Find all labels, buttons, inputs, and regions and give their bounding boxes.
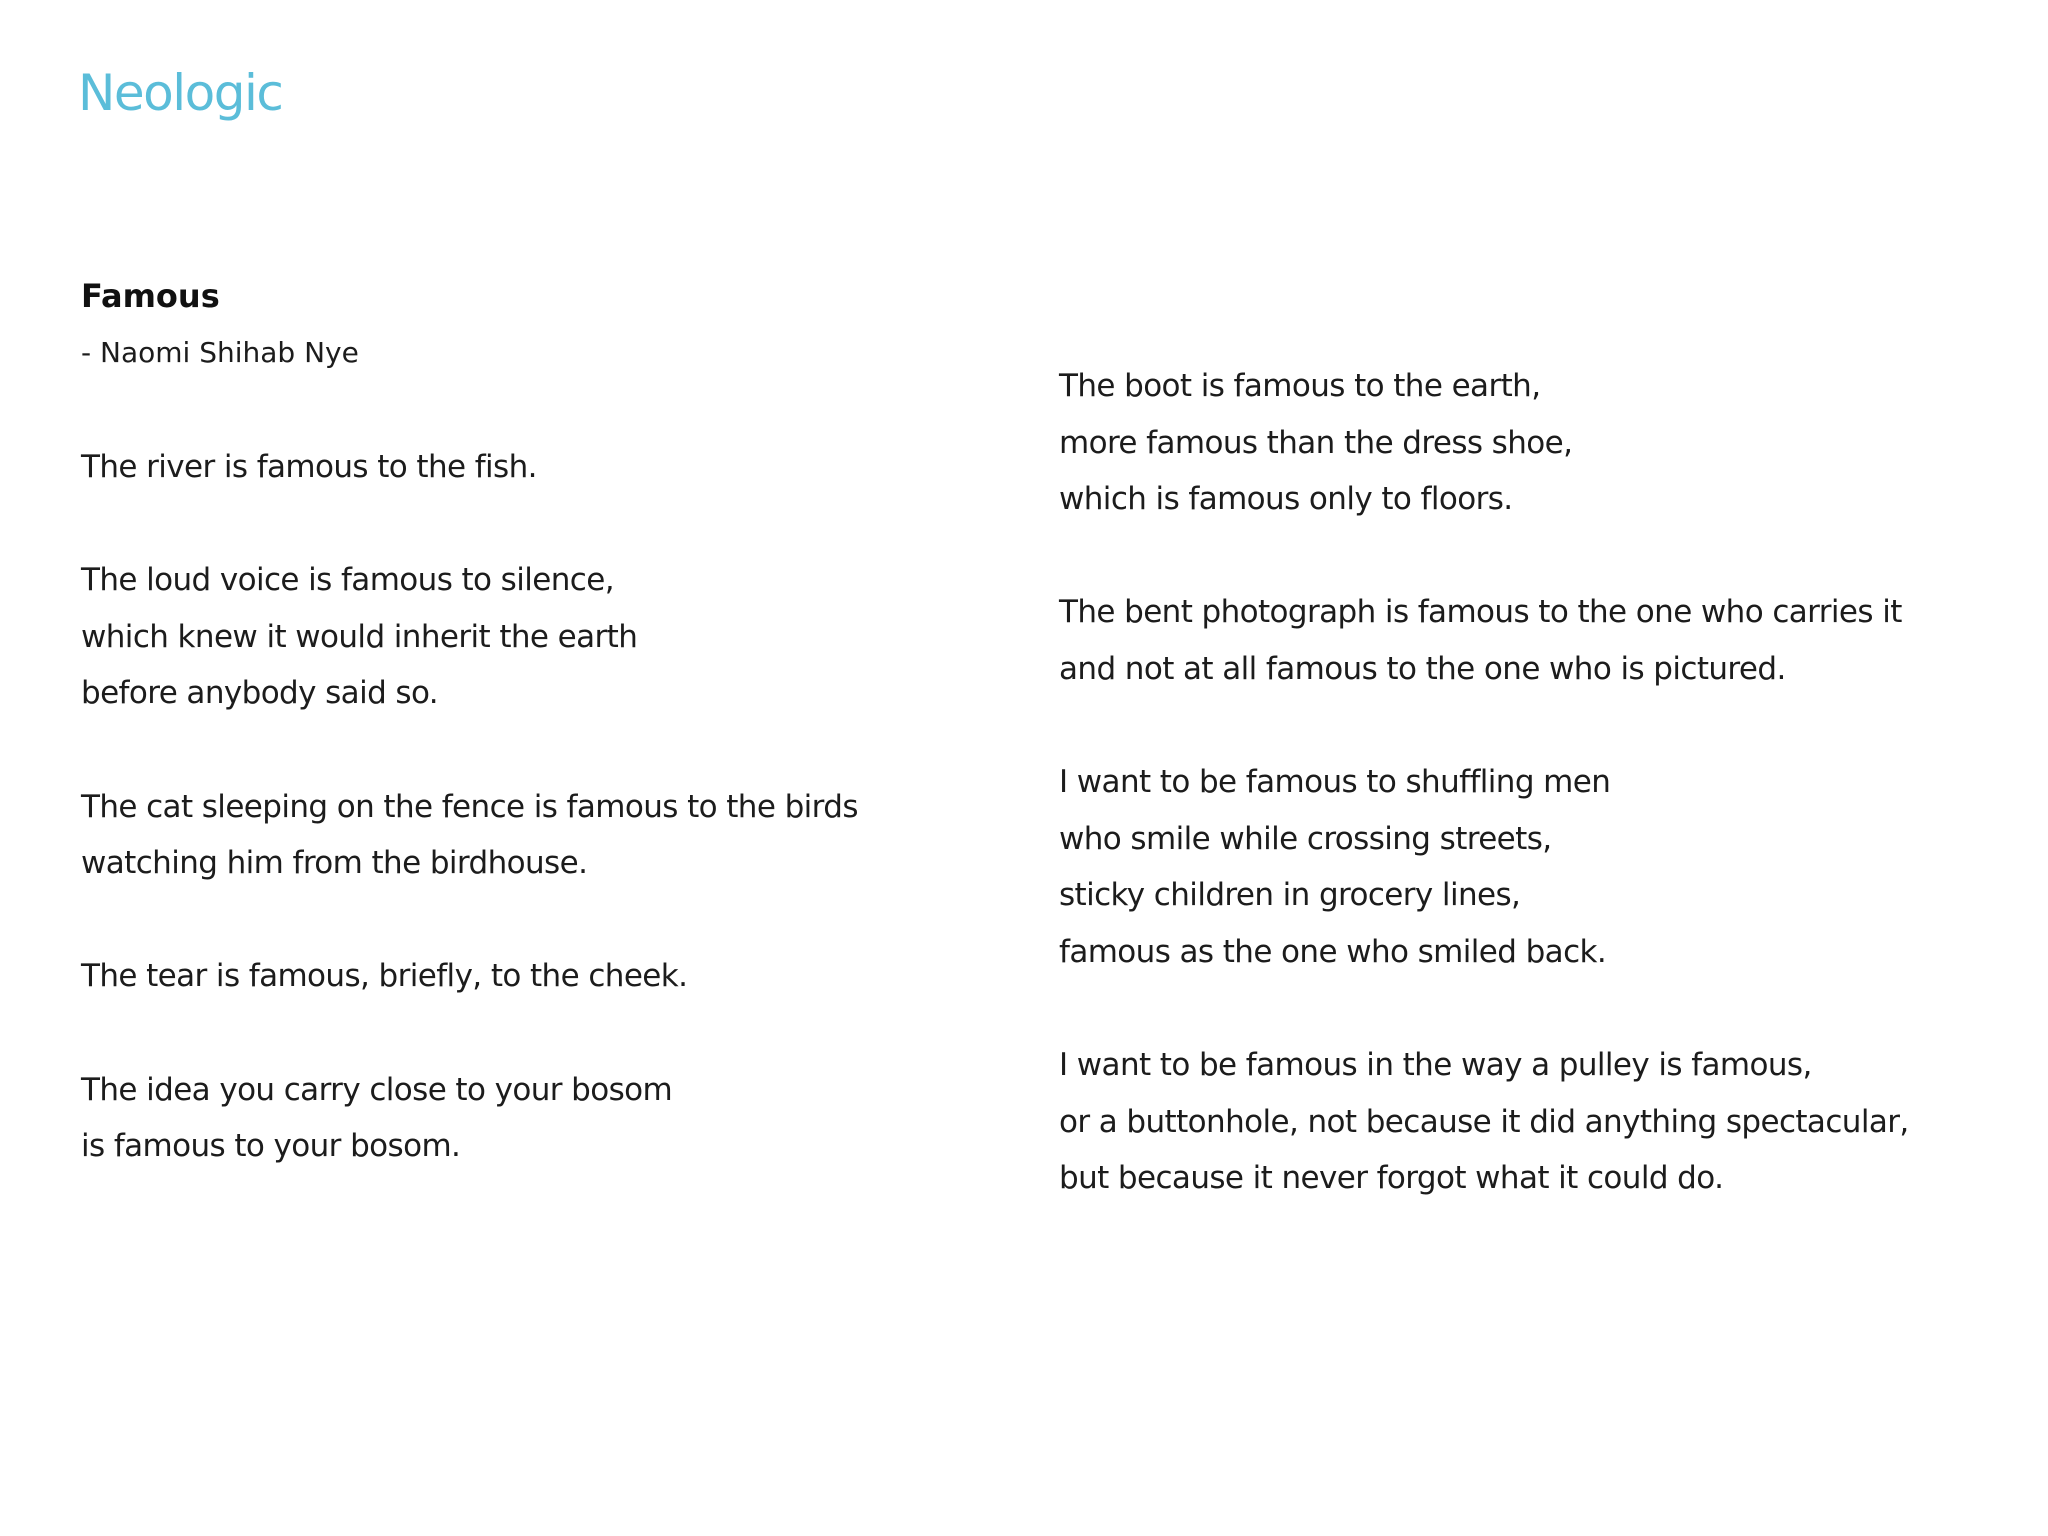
poem-line: watching him from the birdhouse. [81, 845, 588, 882]
poem-line: more famous than the dress shoe, [1059, 424, 1573, 461]
poem-line: before anybody said so. [81, 675, 439, 712]
stanza [1059, 358, 2019, 528]
stanza [1059, 1037, 2019, 1207]
brand-logo: Neologic [78, 64, 283, 122]
poem-left-column [81, 439, 1041, 1231]
poem-line: which knew it would inherit the earth [81, 618, 638, 655]
poem-line: I want to be famous in the way a pulley is famous, [1059, 1047, 1812, 1084]
poem-line: or a buttonhole, not because it did anything spectacular, [1059, 1103, 1909, 1140]
stanza [81, 439, 1041, 496]
poem-line: is famous to your bosom. [81, 1128, 461, 1165]
poem-line: I want to be famous to shuffling men [1059, 764, 1611, 801]
poem-line: The bent photograph is famous to the one who carries it [1059, 594, 1902, 631]
poem-line: but because it never forgot what it could do. [1059, 1160, 1724, 1197]
poem-line: famous as the one who smiled back. [1059, 933, 1607, 970]
poem-title: Famous [81, 277, 220, 315]
poem-line: The tear is famous, briefly, to the cheek. [81, 958, 688, 995]
stanza [81, 552, 1041, 722]
stanza [81, 1062, 1041, 1175]
poem-line: who smile while crossing streets, [1059, 820, 1552, 857]
poem-line: The river is famous to the fish. [81, 449, 537, 485]
poem-author: - Naomi Shihab Nye [81, 336, 359, 369]
stanza [1059, 584, 2019, 697]
poem-line: The boot is famous to the earth, [1059, 368, 1541, 404]
poem-line: The cat sleeping on the fence is famous to the birds [81, 788, 858, 825]
poem-line: which is famous only to floors. [1059, 481, 1513, 518]
poem-line: The loud voice is famous to silence, [81, 562, 614, 599]
stanza [81, 948, 1041, 1005]
poem-line: and not at all famous to the one who is pictured. [1059, 650, 1786, 687]
poem-right-column [1059, 358, 2019, 1264]
stanza [81, 779, 1041, 892]
poem-line: The idea you carry close to your bosom [81, 1071, 673, 1108]
stanza [1059, 754, 2019, 980]
poem-line: sticky children in grocery lines, [1059, 877, 1521, 914]
